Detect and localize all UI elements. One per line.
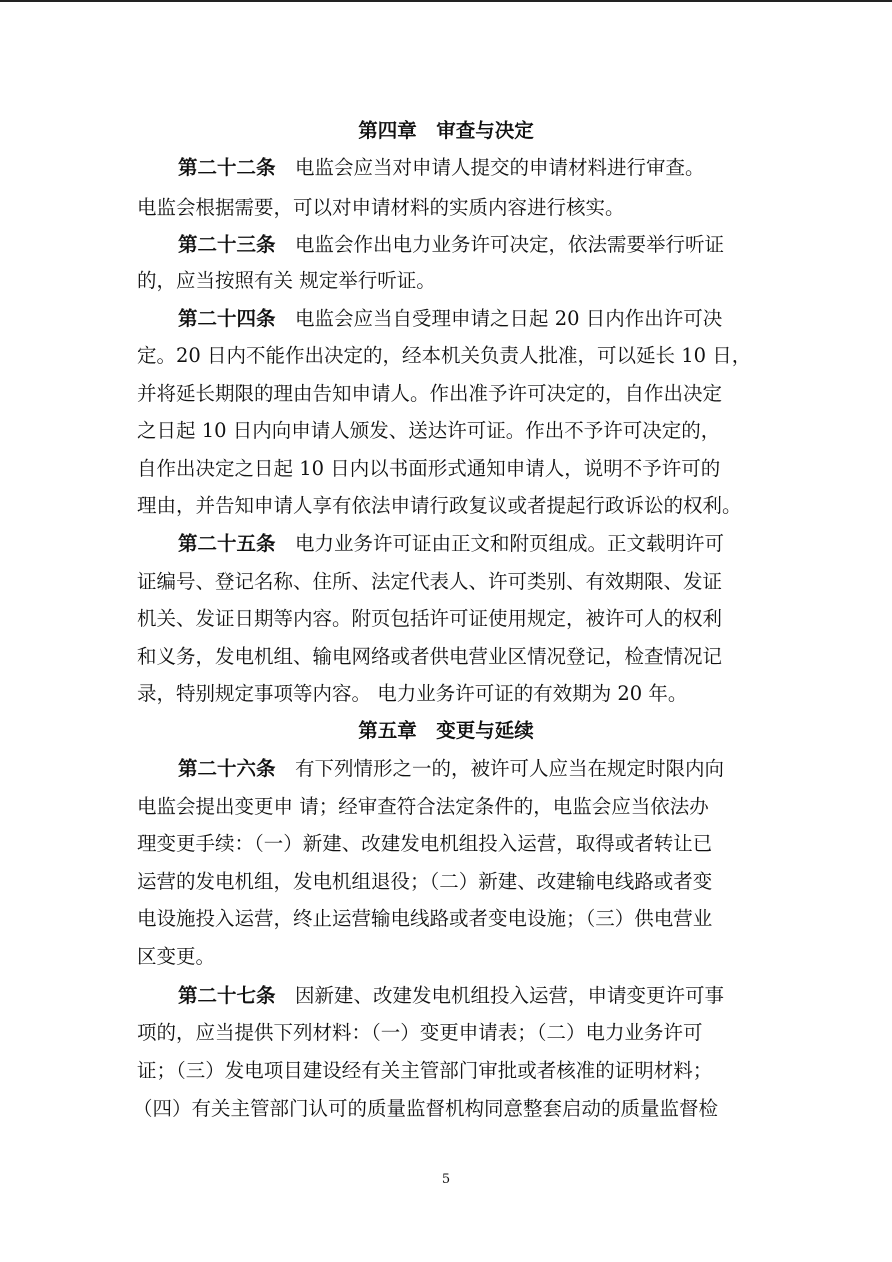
article-24-line: 并将延长期限的理由告知申请人。作出准予许可决定的，自作出决定: [137, 382, 723, 405]
article-24-line: 定。20 日内不能作出决定的，经本机关负责人批准，可以延长 10 日，: [137, 344, 752, 367]
article-27-text: 因新建、改建发电机组投入运营，申请变更许可事: [295, 984, 725, 1007]
article-27-label: 第二十七条: [178, 984, 276, 1007]
article-24-line: 自作出决定之日起 10 日内以书面形式通知申请人，说明不予许可的: [137, 457, 721, 480]
article-26-line: 区变更。: [137, 945, 216, 968]
article-26-text: 有下列情形之一的，被许可人应当在规定时限内向: [295, 757, 725, 780]
article-26-label: 第二十六条: [178, 757, 276, 780]
page-number: 5: [441, 1172, 451, 1187]
top-border: [0, 0, 892, 2]
chapter-5-heading: 第五章 变更与延续: [358, 719, 534, 742]
article-26-first-line: [178, 756, 724, 782]
article-25-line: 证编号、登记名称、住所、法定代表人、许可类别、有效期限、发证: [137, 570, 723, 593]
article-27-line: （四）有关主管部门认可的质量监督机构同意整套启动的质量监督检: [133, 1097, 719, 1120]
article-24-line: 理由，并告知申请人享有依法申请行政复议或者提起行政诉讼的权利。: [137, 494, 742, 517]
article-24-first-line: [178, 306, 722, 332]
article-26-line: 电设施投入运营，终止运营输电线路或者变电设施；（三）供电营业: [137, 907, 713, 930]
article-26-line: 电监会提出变更申 请；经审查符合法定条件的，电监会应当依法办: [137, 795, 709, 818]
article-24-line: 之日起 10 日内向申请人颁发、送达许可证。作出不予许可决定的，: [137, 419, 721, 442]
article-24-label: 第二十四条: [178, 307, 276, 330]
article-24-text: 电监会应当自受理申请之日起 20 日内作出许可决: [295, 307, 723, 330]
article-27-first-line: [178, 983, 724, 1009]
article-27-line: 证；（三）发电项目建设经有关主管部门审批或者核准的证明材料；: [137, 1059, 713, 1082]
article-26-line: 理变更手续：（一）新建、改建发电机组投入运营，取得或者转让已: [137, 832, 713, 855]
article-23-text: 电监会作出电力业务许可决定，依法需要举行听证: [295, 233, 725, 256]
article-22-text: 电监会应当对申请人提交的申请材料进行审查。: [295, 156, 705, 179]
article-25-label: 第二十五条: [178, 532, 276, 555]
article-23-first-line: [178, 232, 724, 258]
article-25-line: 机关、发证日期等内容。附页包括许可证使用规定，被许可人的权利: [137, 607, 723, 630]
chapter-4-heading: 第四章 审查与决定: [358, 119, 534, 142]
article-26-line: 运营的发电机组，发电机组退役；（二）新建、改建输电线路或者变: [137, 870, 713, 893]
article-22-first-line: [178, 155, 705, 181]
article-25-line: 录，特别规定事项等内容。 电力业务许可证的有效期为 20 年。: [137, 682, 688, 705]
article-27-line: 项的，应当提供下列材料：（一）变更申请表；（二）电力业务许可: [137, 1021, 703, 1044]
article-23-line: 的，应当按照有关 规定举行听证。: [137, 269, 436, 292]
article-22-line: 电监会根据需要，可以对申请材料的实质内容进行核实。: [137, 196, 625, 219]
article-25-first-line: [178, 531, 724, 557]
article-23-label: 第二十三条: [178, 233, 276, 256]
article-25-line: 和义务，发电机组、输电网络或者供电营业区情况登记，检查情况记: [137, 645, 723, 668]
article-22-label: 第二十二条: [178, 156, 276, 179]
article-25-text: 电力业务许可证由正文和附页组成。正文载明许可: [295, 532, 725, 555]
